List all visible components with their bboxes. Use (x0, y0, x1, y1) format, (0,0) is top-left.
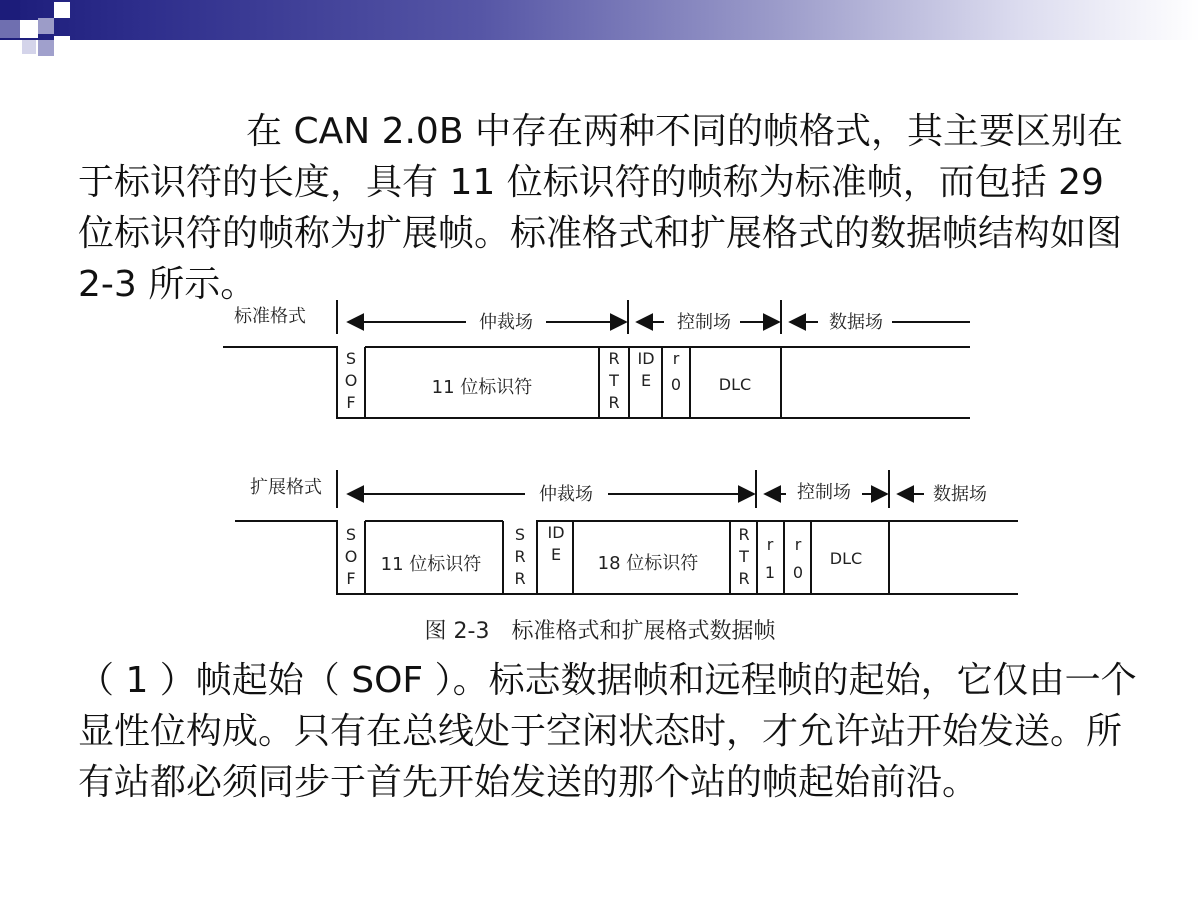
extended-r0-text: r (794, 535, 802, 554)
extended-sof-letter: F (346, 569, 356, 588)
standard-r0-text: 0 (670, 375, 682, 394)
sof-paragraph-text: （ 1 ）帧起始（ SOF ）。标志数据帧和远程帧的起始，它仅由一个显性位构成。只有在总线处于空闲状态时，才允许站开始发送。所有站都必须同步于首先开始发送的那个站的帧起始前沿。 (78, 660, 1137, 803)
extended-rtr-letter: R (738, 525, 750, 544)
extended-ide-text: ID (547, 523, 565, 542)
figure-caption: 图 2-3 标准格式和扩展格式数据帧 (424, 619, 776, 644)
standard-rtr-letter: T (609, 371, 619, 390)
standard-ide-text: E (640, 371, 652, 390)
standard-sof-letter: S (345, 349, 357, 368)
extended-format-label: 扩展格式 (250, 477, 322, 498)
extended-r1-text: r (766, 535, 774, 554)
extended-rtr-letter: R (738, 569, 750, 588)
extended-r1-text: 1 (764, 563, 776, 582)
standard-control-label: 控制场 (677, 312, 731, 333)
extended-control-label: 控制场 (797, 482, 851, 503)
extended-data-label: 数据场 (933, 484, 987, 505)
standard-r0-text: r (672, 349, 680, 368)
extended-sof-letter: O (344, 547, 358, 566)
extended-srr-letter: R (514, 547, 526, 566)
standard-dlc-text: DLC (718, 375, 752, 394)
standard-frame-waveform (223, 347, 970, 418)
extended-id11-text: 11 位标识符 (380, 554, 482, 575)
standard-rtr-letter: R (608, 349, 620, 368)
standard-ide-text: ID (637, 349, 655, 368)
standard-arbitration-label: 仲裁场 (479, 312, 533, 333)
standard-format-label: 标准格式 (234, 306, 306, 327)
intro-paragraph-text: 在 CAN 2.0B 中存在两种不同的帧格式，其主要区别在于标识符的长度，具有 11 位标识符的帧称为标准帧，而包括 29 位标识符的帧称为扩展帧。标准格式和扩展格式的数据帧结构如图 2-3 所示。 (78, 111, 1123, 305)
extended-dlc-text: DLC (829, 549, 863, 568)
extended-srr-letter: R (514, 569, 526, 588)
extended-sof-letter: S (345, 525, 357, 544)
sof-paragraph (78, 655, 1148, 808)
standard-id11-text: 11 位标识符 (431, 377, 533, 398)
extended-srr-letter: S (514, 525, 526, 544)
standard-sof-letter: O (344, 371, 358, 390)
extended-r0-text: 0 (792, 563, 804, 582)
extended-id18-text: 18 位标识符 (597, 553, 699, 574)
extended-ide-text: E (550, 545, 562, 564)
extended-rtr-letter: T (739, 547, 749, 566)
standard-sof-letter: F (346, 393, 356, 412)
standard-rtr-letter: R (608, 393, 620, 412)
extended-arbitration-label: 仲裁场 (539, 484, 593, 505)
standard-data-label: 数据场 (829, 312, 883, 333)
